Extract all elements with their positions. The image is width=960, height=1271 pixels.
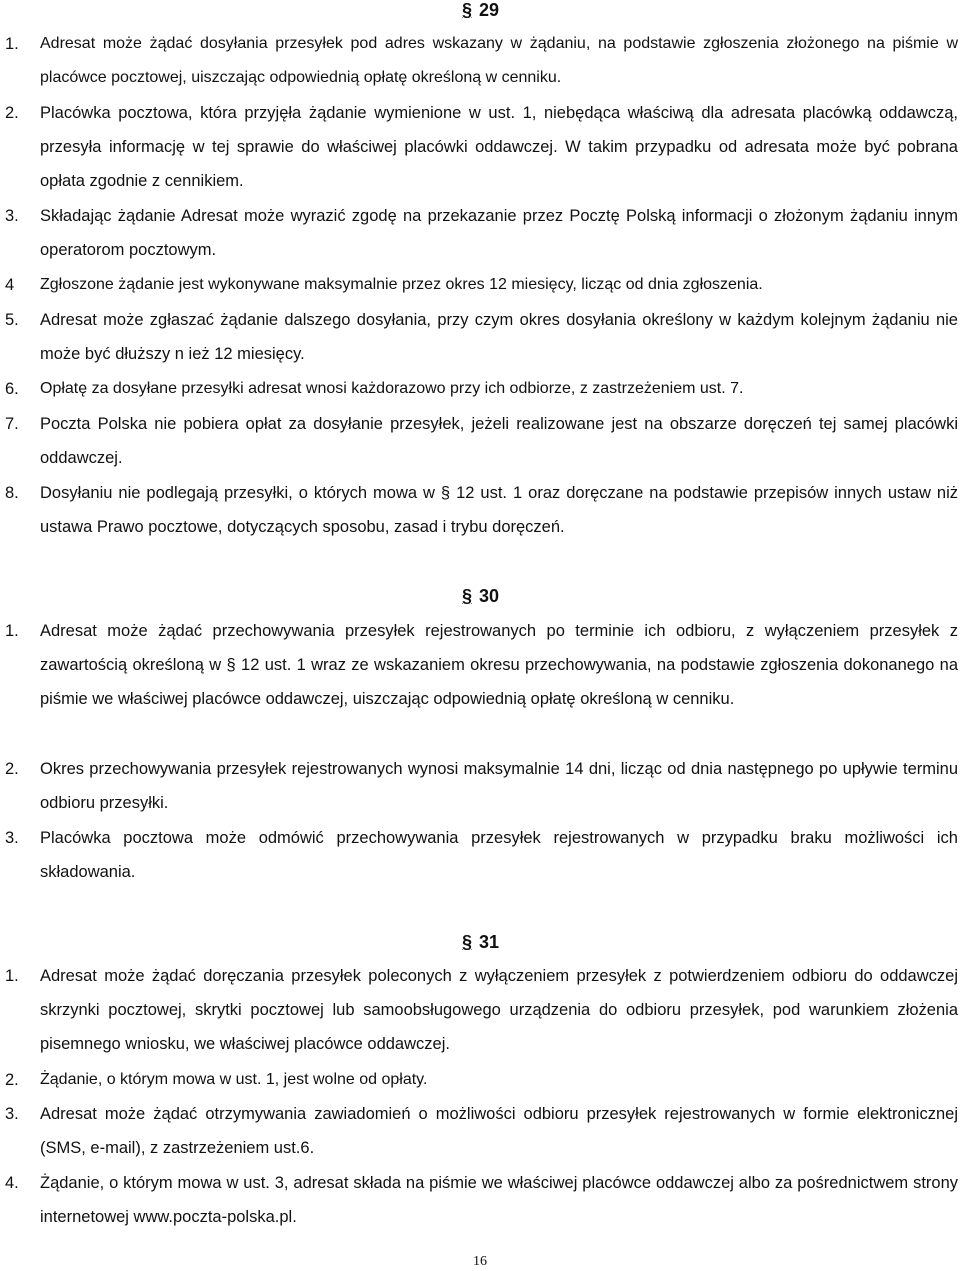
item-number: 3. <box>5 1105 19 1123</box>
section-number: 31 <box>479 932 500 952</box>
paragraph-sign: § <box>462 932 473 952</box>
item-text: Adresat może zgłaszać żądanie dalszego dosyłania, przy czym okres dosyłania określony w każdym kolejnym żądaniu nie może być dłuższy n ież 12 miesięcy. <box>40 311 958 363</box>
item-text: Składając żądanie Adresat może wyrazić zgodę na przekazanie przez Pocztę Polską informacji o złożonym żądaniu innym operatorom pocztowym. <box>40 207 958 259</box>
item-number: 2. <box>5 1071 19 1089</box>
item-text: Placówka pocztowa może odmówić przechowywania przesyłek rejestrowanych w przypadku braku możliwości ich składowania. <box>40 829 958 881</box>
section-number: 29 <box>479 0 500 20</box>
item-text: Żądanie, o którym mowa w ust. 1, jest wolne od opłaty. <box>40 1071 428 1088</box>
item-number: 1. <box>5 35 19 53</box>
item-number: 3. <box>5 207 19 225</box>
item-number: 1. <box>5 622 19 640</box>
item-number: 4. <box>5 1174 19 1192</box>
item-number: 2. <box>5 104 19 122</box>
item-text: Adresat może żądać dosyłania przesyłek pod adres wskazany w żądaniu, na podstawie zgłoszenia złożonego na piśmie w placówce pocztowej, uiszczając odpowiednią opłatę określoną w cenniku. <box>40 35 958 86</box>
item-number: 6. <box>5 380 19 398</box>
section-number: 30 <box>479 586 500 606</box>
item-text: Adresat może żądać otrzymywania zawiadomień o możliwości odbioru przesyłek rejestrowanych w formie elektronicznej (SMS, e-mail), z zastrzeżeniem ust.6. <box>40 1105 958 1157</box>
paragraph-sign: § <box>462 0 473 20</box>
section-heading <box>462 0 499 21</box>
item-text: Placówka pocztowa, która przyjęła żądanie wymienione w ust. 1, niebędąca właściwą dla adresata placówką oddawczą, przesyła informację w tej sprawie do właściwej placówki oddawczej. W takim przypadku od adresata może być pobrana opłata zgodnie z cennikiem. <box>40 104 958 190</box>
item-number: 4 <box>5 276 15 294</box>
item-text: Okres przechowywania przesyłek rejestrowanych wynosi maksymalnie 14 dni, licząc od dnia następnego po upływie terminu odbioru przesyłki. <box>40 760 958 812</box>
item-text: Zgłoszone żądanie jest wykonywane maksymalnie przez okres 12 miesięcy, licząc od dnia zgłoszenia. <box>40 276 763 293</box>
item-number: 3. <box>5 829 19 847</box>
item-text: Żądanie, o którym mowa w ust. 3, adresat składa na piśmie we właściwej placówce oddawczej albo za pośrednictwem strony internetowej www.poczta-polska.pl. <box>40 1174 958 1226</box>
item-number: 2. <box>5 760 19 778</box>
item-number: 8. <box>5 484 19 502</box>
item-text: Adresat może żądać przechowywania przesyłek rejestrowanych po terminie ich odbioru, z wyłączeniem przesyłek z zawartością określoną w § 12 ust. 1 wraz ze wskazaniem okresu przechowywania, na podstawie zgłoszenia dokonanego na piśmie we właściwej placówce oddawczej, uiszczając odpowiednią opłatę określoną w cenniku. <box>40 622 958 708</box>
item-text: Adresat może żądać doręczania przesyłek poleconych z wyłączeniem przesyłek z potwierdzeniem odbioru do oddawczej skrzynki pocztowej, skrytki pocztowej lub samoobsługowego urządzenia do odbioru przesyłek, pod warunkiem złożenia pisemnego wniosku, we właściwej placówce oddawczej. <box>40 967 958 1053</box>
item-number: 7. <box>5 415 19 433</box>
section-heading <box>462 585 499 607</box>
item-text: Dosyłaniu nie podlegają przesyłki, o których mowa w § 12 ust. 1 oraz doręczane na podstawie przepisów innych ustaw niż ustawa Prawo pocztowe, dotyczących sposobu, zasad i trybu doręczeń. <box>40 484 958 536</box>
item-number: 1. <box>5 967 19 985</box>
item-number: 5. <box>5 311 19 329</box>
paragraph-sign: § <box>462 586 473 606</box>
page-number: 16 <box>473 1254 487 1269</box>
item-text: Poczta Polska nie pobiera opłat za dosyłanie przesyłek, jeżeli realizowane jest na obszarze doręczeń tej samej placówki oddawczej. <box>40 415 958 467</box>
item-text: Opłatę za dosyłane przesyłki adresat wnosi każdorazowo przy ich odbiorze, z zastrzeżeniem ust. 7. <box>40 380 744 397</box>
section-heading <box>462 931 499 953</box>
